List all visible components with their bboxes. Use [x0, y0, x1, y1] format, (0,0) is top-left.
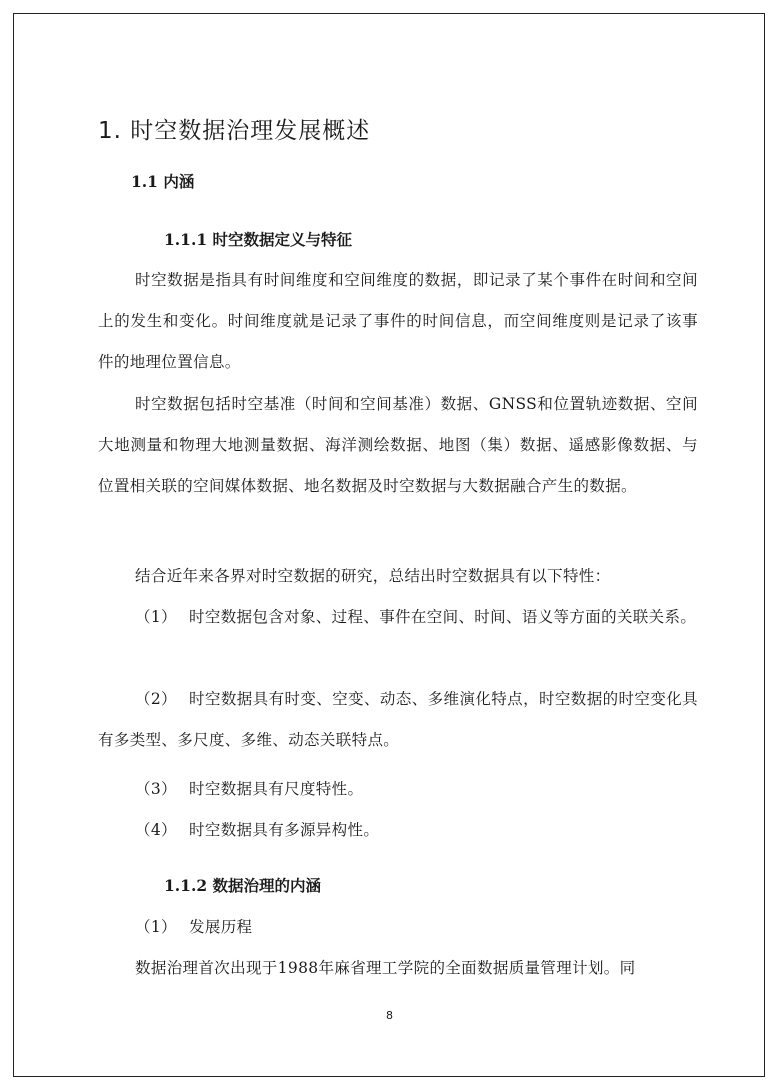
sub-item-text: 发展历程	[189, 918, 253, 936]
subsection-heading-definition: 1.1.1 时空数据定义与特征	[164, 230, 353, 249]
paragraph-data-types: 时空数据包括时空基准（时间和空间基准）数据、GNSS和位置轨迹数据、空间大地测量和物理大地测量数据、海洋测绘数据、地图（集）数据、遥感影像数据、与位置相关联的空间媒体数据、地名数据及时空数据与大数据融合产生的数据。	[98, 395, 698, 495]
feature-text: 时空数据具有多源异构性。	[189, 821, 380, 839]
feature-item-2	[98, 679, 698, 761]
paragraph-features-intro: 结合近年来各界对时空数据的研究，总结出时空数据具有以下特性：	[135, 567, 611, 585]
sub-item-history	[98, 907, 698, 948]
feature-text: 时空数据具有时变、空变、动态、多维演化特点，时空数据的时空变化具有多类型、多尺度、多维、动态关联特点。	[98, 690, 698, 749]
feature-number: （3）	[135, 780, 177, 798]
chapter-heading: 1. 时空数据治理发展概述	[98, 118, 371, 144]
feature-text: 时空数据包含对象、过程、事件在空间、时间、语义等方面的关联关系。	[189, 608, 697, 626]
subsection-heading-governance: 1.1.2 数据治理的内涵	[164, 876, 322, 895]
page-number: 8	[386, 1009, 393, 1022]
feature-text: 时空数据具有尺度特性。	[189, 780, 364, 798]
feature-item-3	[98, 769, 698, 810]
feature-item-1	[98, 597, 698, 638]
feature-number: （4）	[135, 821, 177, 839]
feature-number: （2）	[135, 690, 177, 708]
feature-number: （1）	[135, 608, 177, 626]
paragraph-governance-origin: 数据治理首次出现于1988年麻省理工学院的全面数据质量管理计划。同	[135, 959, 636, 977]
feature-item-4	[98, 810, 698, 851]
sub-item-number: （1）	[135, 918, 177, 936]
paragraph-definition: 时空数据是指具有时间维度和空间维度的数据，即记录了某个事件在时间和空间上的发生和变化。时间维度就是记录了事件的时间信息，而空间维度则是记录了该事件的地理位置信息。	[98, 271, 698, 371]
section-heading: 1.1 内涵	[131, 172, 195, 191]
